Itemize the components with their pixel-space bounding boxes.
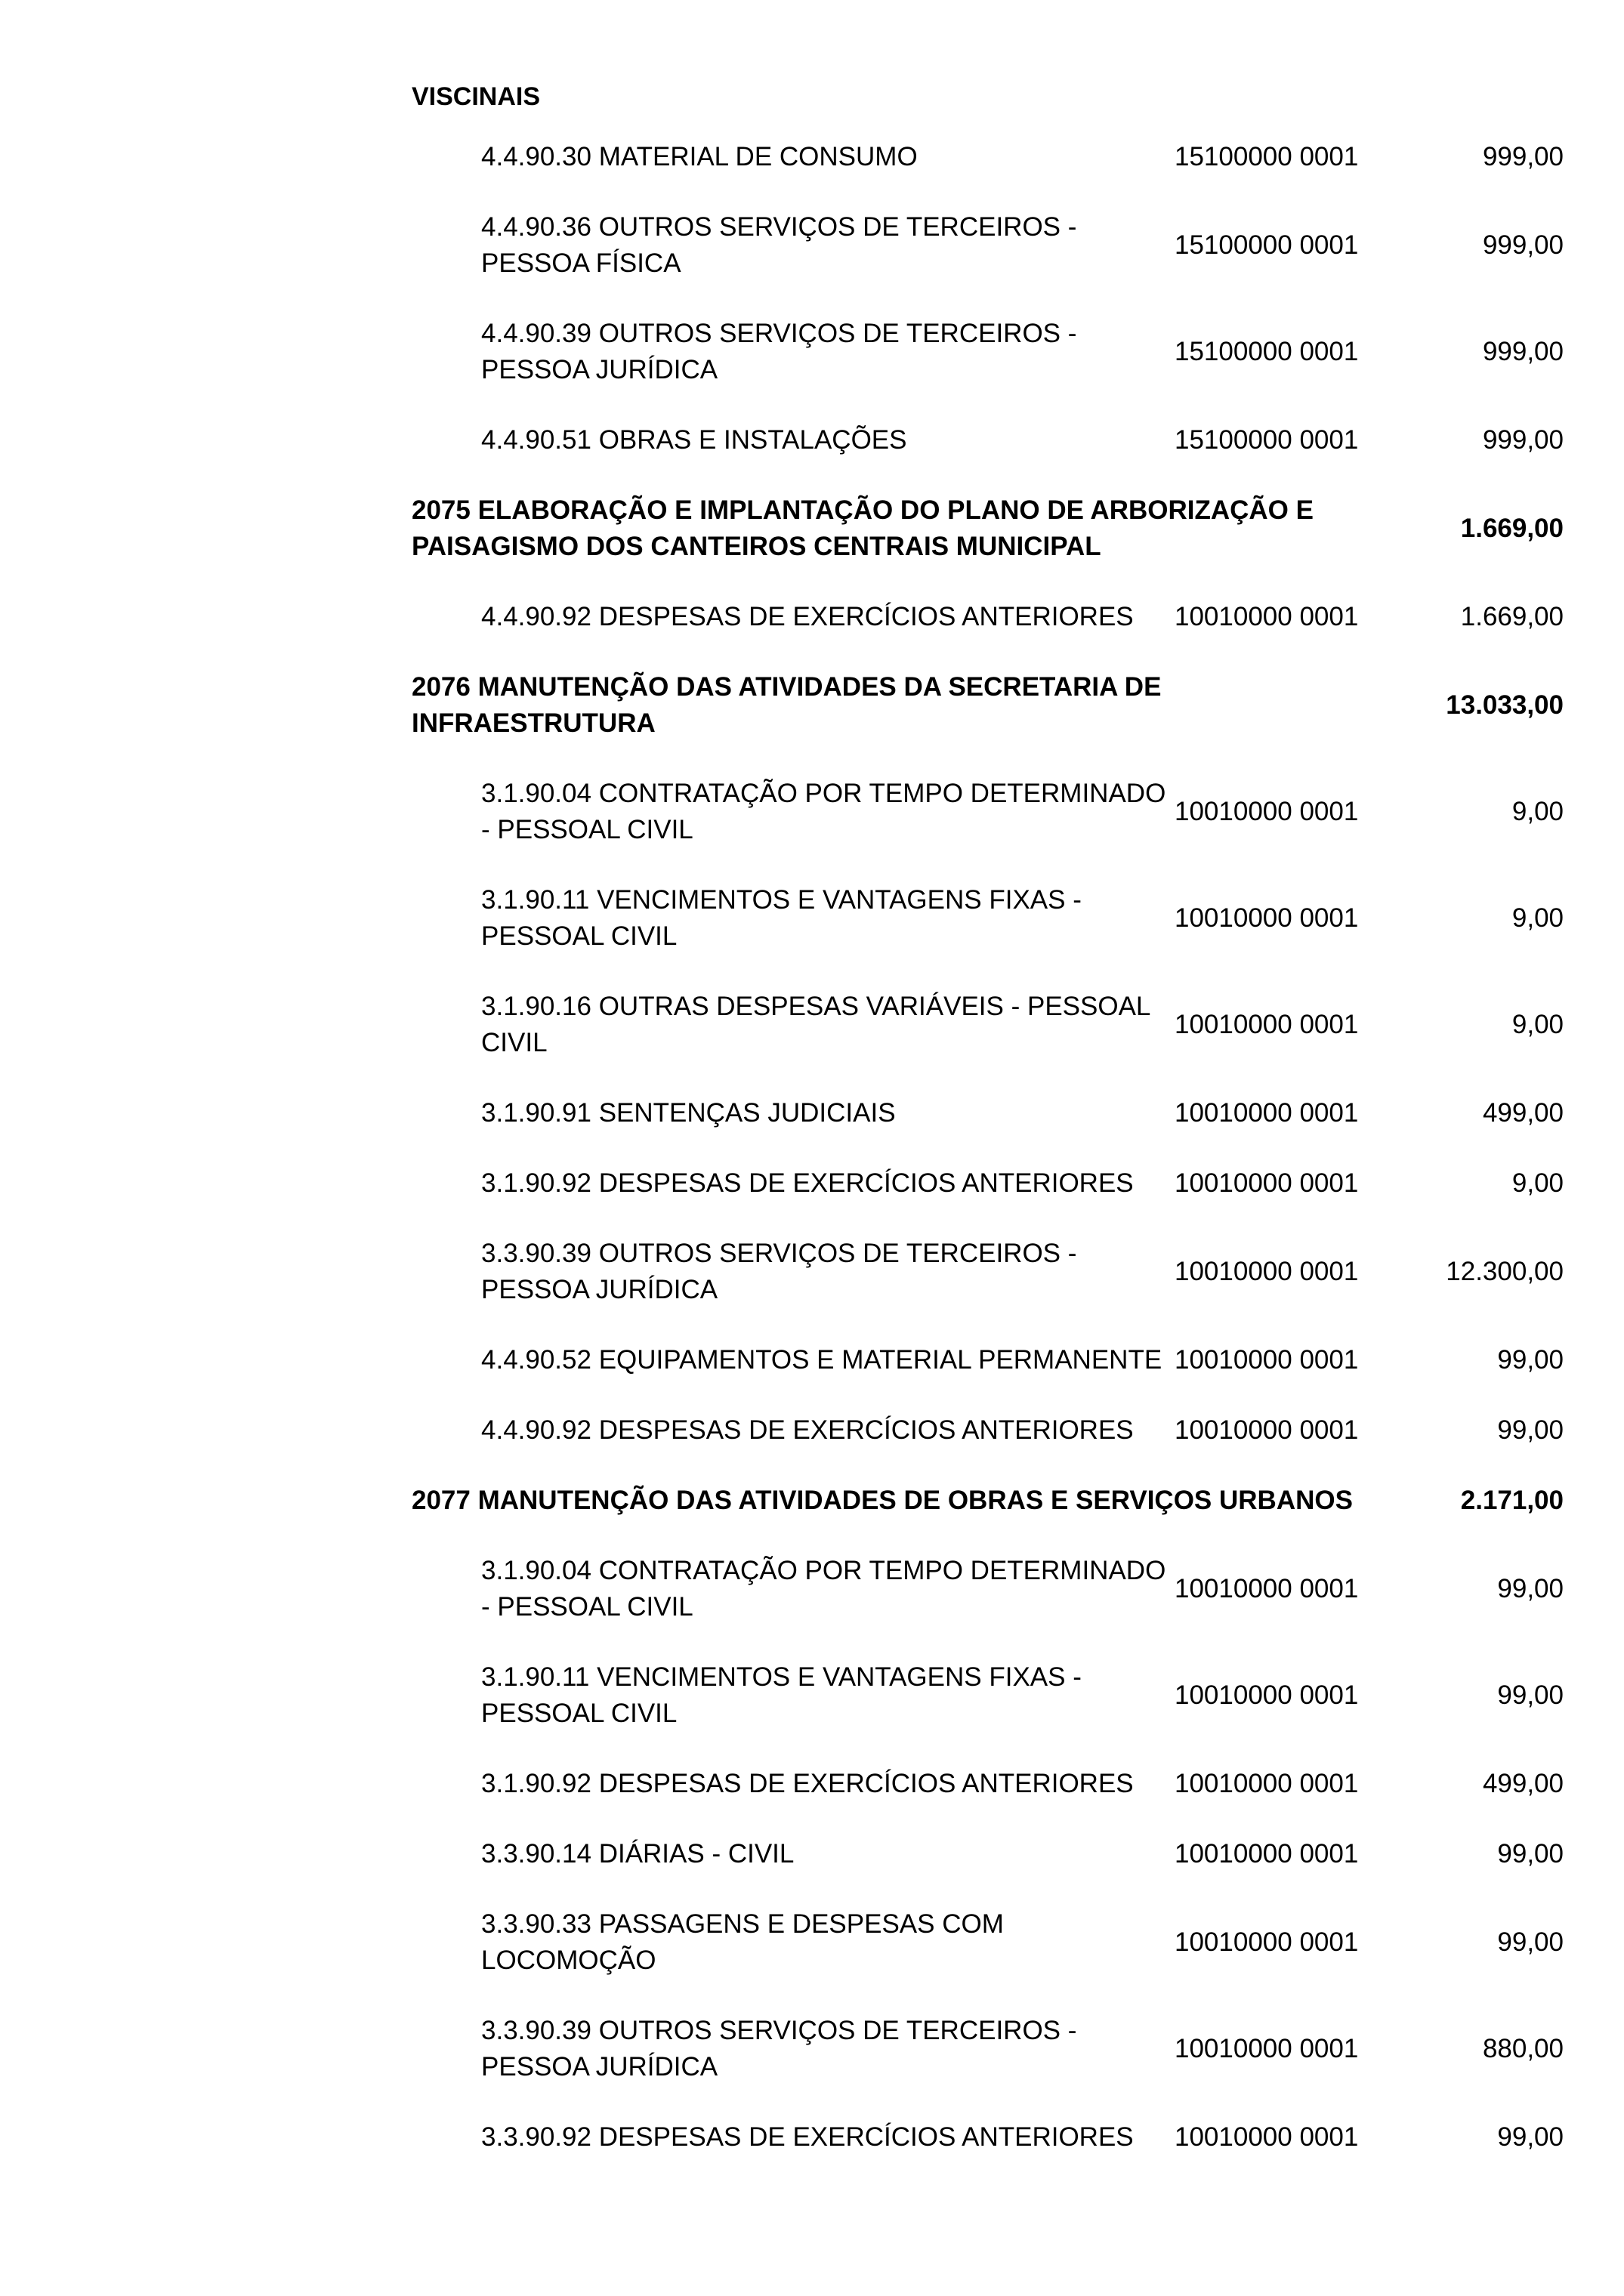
expense-row <box>412 209 1564 282</box>
resource-source-code: 10010000 0001 <box>1175 602 1359 631</box>
resource-source-code: 10010000 0001 <box>1175 1010 1359 1039</box>
expense-value: 499,00 <box>1482 1098 1564 1128</box>
expense-row <box>412 316 1564 388</box>
section-total: 1.669,00 <box>1460 514 1564 543</box>
expense-row <box>412 989 1564 1061</box>
section-row <box>412 669 1564 742</box>
expense-value: 99,00 <box>1497 1839 1564 1869</box>
expense-description: 4.4.90.30 MATERIAL DE CONSUMO <box>481 142 918 171</box>
expense-value: 99,00 <box>1497 2122 1564 2152</box>
expense-value: 999,00 <box>1482 425 1564 455</box>
expense-description: 4.4.90.51 OBRAS E INSTALAÇÕES <box>481 425 907 455</box>
expense-description: 3.3.90.92 DESPESAS DE EXERCÍCIOS ANTERIORES <box>481 2122 1134 2152</box>
expense-description: 3.3.90.14 DIÁRIAS - CIVIL <box>481 1839 795 1869</box>
expense-row <box>412 2013 1564 2085</box>
resource-source-code: 15100000 0001 <box>1175 337 1359 366</box>
section-description: 2075 ELABORAÇÃO E IMPLANTAÇÃO DO PLANO DE ARBORIZAÇÃO E PAISAGISMO DOS CANTEIROS CENTRAIS MUNICIPAL <box>412 495 1314 561</box>
resource-source-code: 10010000 0001 <box>1175 1415 1359 1445</box>
expense-description: 4.4.90.92 DESPESAS DE EXERCÍCIOS ANTERIORES <box>481 602 1134 631</box>
expense-row <box>412 882 1564 955</box>
section-total: 13.033,00 <box>1446 690 1564 720</box>
expense-value: 1.669,00 <box>1460 602 1564 631</box>
expense-row <box>412 1236 1564 1308</box>
expense-value: 9,00 <box>1511 1010 1564 1039</box>
resource-source-code: 10010000 0001 <box>1175 1345 1359 1375</box>
expense-value: 9,00 <box>1511 1168 1564 1198</box>
resource-source-code: 15100000 0001 <box>1175 425 1359 455</box>
resource-source-code: 10010000 0001 <box>1175 1574 1359 1603</box>
expense-value: 99,00 <box>1497 1680 1564 1710</box>
resource-source-code: 10010000 0001 <box>1175 2122 1359 2152</box>
expense-value: 99,00 <box>1497 1415 1564 1445</box>
expense-row <box>412 2119 1564 2156</box>
expense-description: 3.1.90.92 DESPESAS DE EXERCÍCIOS ANTERIORES <box>481 1769 1134 1798</box>
expense-value: 99,00 <box>1497 1345 1564 1375</box>
section-total: 2.171,00 <box>1460 1486 1564 1515</box>
resource-source-code: 15100000 0001 <box>1175 142 1359 171</box>
resource-source-code: 10010000 0001 <box>1175 2034 1359 2063</box>
expense-value: 99,00 <box>1497 1927 1564 1957</box>
expense-row <box>412 776 1564 848</box>
resource-source-code: 15100000 0001 <box>1175 230 1359 260</box>
expense-value: 9,00 <box>1511 903 1564 933</box>
expense-description: 3.1.90.92 DESPESAS DE EXERCÍCIOS ANTERIORES <box>481 1168 1134 1198</box>
expense-description: 3.1.90.04 CONTRATAÇÃO POR TEMPO DETERMINADO - PESSOAL CIVIL <box>481 1556 1166 1622</box>
expense-description: 4.4.90.39 OUTROS SERVIÇOS DE TERCEIROS - PESSOA JURÍDICA <box>481 319 1077 384</box>
expense-value: 999,00 <box>1482 142 1564 171</box>
expense-description: 3.1.90.16 OUTRAS DESPESAS VARIÁVEIS - PESSOAL CIVIL <box>481 992 1150 1057</box>
expense-row <box>412 1906 1564 1979</box>
expense-row <box>412 1342 1564 1378</box>
resource-source-code: 10010000 0001 <box>1175 903 1359 933</box>
expense-description: 4.4.90.92 DESPESAS DE EXERCÍCIOS ANTERIORES <box>481 1415 1134 1445</box>
expense-description: 3.3.90.33 PASSAGENS E DESPESAS COM LOCOMOÇÃO <box>481 1909 1004 1975</box>
resource-source-code: 10010000 0001 <box>1175 1168 1359 1198</box>
expense-row <box>412 599 1564 635</box>
expense-value: 999,00 <box>1482 337 1564 366</box>
section-description: 2077 MANUTENÇÃO DAS ATIVIDADES DE OBRAS E SERVIÇOS URBANOS <box>412 1486 1353 1515</box>
resource-source-code: 10010000 0001 <box>1175 1257 1359 1286</box>
expense-description: 3.1.90.11 VENCIMENTOS E VANTAGENS FIXAS - PESSOAL CIVIL <box>481 885 1082 951</box>
expense-description: 3.3.90.39 OUTROS SERVIÇOS DE TERCEIROS - PESSOA JURÍDICA <box>481 1239 1077 1304</box>
expense-row <box>412 1659 1564 1732</box>
expense-row <box>412 1766 1564 1802</box>
expense-row <box>412 1412 1564 1449</box>
expense-value: 99,00 <box>1497 1574 1564 1603</box>
resource-source-code: 10010000 0001 <box>1175 1839 1359 1869</box>
resource-source-code: 10010000 0001 <box>1175 1098 1359 1128</box>
section-title-fragment: VISCINAIS <box>412 82 541 111</box>
expense-value: 9,00 <box>1511 797 1564 826</box>
expense-row <box>412 1095 1564 1131</box>
expense-description: 4.4.90.36 OUTROS SERVIÇOS DE TERCEIROS - PESSOA FÍSICA <box>481 212 1077 278</box>
section-description: 2076 MANUTENÇÃO DAS ATIVIDADES DA SECRETARIA DE INFRAESTRUTURA <box>412 672 1162 738</box>
resource-source-code: 10010000 0001 <box>1175 1927 1359 1957</box>
expense-description: 3.3.90.39 OUTROS SERVIÇOS DE TERCEIROS - PESSOA JURÍDICA <box>481 2016 1077 2082</box>
resource-source-code: 10010000 0001 <box>1175 797 1359 826</box>
resource-source-code: 10010000 0001 <box>1175 1769 1359 1798</box>
resource-source-code: 10010000 0001 <box>1175 1680 1359 1710</box>
expense-description: 4.4.90.52 EQUIPAMENTOS E MATERIAL PERMANENTE <box>481 1345 1162 1375</box>
section-row <box>412 1483 1564 1519</box>
expense-value: 880,00 <box>1482 2034 1564 2063</box>
expense-description: 3.1.90.04 CONTRATAÇÃO POR TEMPO DETERMINADO - PESSOAL CIVIL <box>481 779 1166 844</box>
section-row <box>412 492 1564 565</box>
expense-row <box>412 1836 1564 1872</box>
expense-value: 499,00 <box>1482 1769 1564 1798</box>
expense-row <box>412 422 1564 458</box>
expense-row <box>412 1165 1564 1202</box>
expense-value: 999,00 <box>1482 230 1564 260</box>
budget-entries <box>412 139 1564 2190</box>
expense-row <box>412 1553 1564 1625</box>
expense-row <box>412 139 1564 175</box>
expense-value: 12.300,00 <box>1446 1257 1564 1286</box>
expense-description: 3.1.90.11 VENCIMENTOS E VANTAGENS FIXAS - PESSOAL CIVIL <box>481 1662 1082 1728</box>
expense-description: 3.1.90.91 SENTENÇAS JUDICIAIS <box>481 1098 896 1128</box>
